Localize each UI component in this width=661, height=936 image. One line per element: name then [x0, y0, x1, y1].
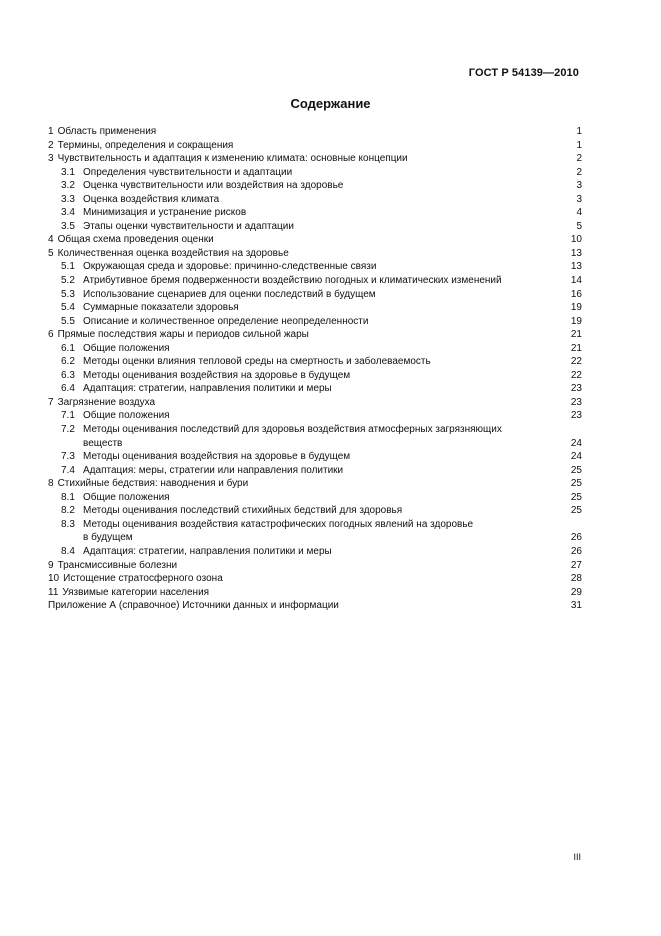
toc-page: 19: [570, 315, 582, 327]
toc-entry[interactable]: [48, 288, 582, 302]
toc-label: Адаптация: стратегии, направления политики и меры: [83, 545, 332, 557]
toc-label: Методы оценивания воздействия на здоровье в будущем: [83, 451, 351, 463]
toc-entry[interactable]: [48, 559, 582, 573]
toc-label: Методы оценивания воздействия на здоровье в будущем: [83, 369, 351, 381]
toc-entry[interactable]: [48, 464, 582, 478]
toc-label-continuation: в будущем: [83, 532, 133, 544]
toc-number: 5.1: [61, 261, 75, 273]
toc-number: 1: [48, 126, 54, 137]
toc-entry[interactable]: [48, 206, 582, 220]
toc-entry[interactable]: [48, 382, 582, 396]
toc-label: Приложение А (справочное) Источники данных и информации: [48, 600, 339, 612]
toc-page: 24: [570, 437, 582, 449]
toc-entry[interactable]: [48, 409, 582, 423]
toc-number: 6.2: [61, 356, 75, 368]
toc-label: Методы оценивания последствий для здоровья воздействия атмосферных загрязняющих: [83, 424, 502, 436]
toc-number: 7.2: [61, 424, 75, 436]
toc-page: 28: [570, 573, 582, 585]
toc-entry[interactable]: [48, 504, 582, 518]
toc-number: 8.3: [61, 518, 75, 530]
toc-page: 26: [570, 532, 582, 544]
toc-page: 2: [576, 166, 582, 178]
toc-page: 25: [570, 505, 582, 517]
toc-entry[interactable]: [48, 477, 582, 491]
toc-entry[interactable]: [48, 315, 582, 329]
toc-page: 3: [576, 180, 582, 192]
toc-label: Уязвимые категории населения: [62, 586, 210, 598]
toc-label: Суммарные показатели здоровья: [83, 302, 239, 314]
toc-entry[interactable]: [48, 491, 582, 505]
toc-page: 26: [570, 545, 582, 557]
toc-number: 11: [48, 586, 59, 598]
toc-entry[interactable]: [48, 166, 582, 180]
toc-page: 1: [576, 139, 582, 151]
toc-label: Описание и количественное определение неопределенности: [83, 315, 369, 327]
toc-page: 25: [570, 464, 582, 476]
toc-page: 25: [570, 491, 582, 503]
toc-number: 3.3: [61, 193, 75, 205]
toc-label: Общие положения: [83, 491, 170, 503]
toc-number: 3.1: [61, 166, 75, 178]
toc-label: Общие положения: [83, 410, 170, 422]
toc-label: Чувствительность и адаптация к изменению климата: основные концепции: [57, 153, 408, 165]
document-code: ГОСТ Р 54139—2010: [468, 67, 579, 79]
toc-number: 7.1: [61, 410, 75, 422]
toc-entry[interactable]: [48, 125, 582, 139]
toc-page: 4: [576, 207, 582, 219]
toc-label: Методы оценивания воздействия катастрофических погодных явлений на здоровье: [83, 518, 474, 530]
toc-page: 1: [576, 126, 582, 137]
toc-label: Область применения: [57, 126, 157, 137]
toc-label: Истощение стратосферного озона: [63, 573, 223, 585]
toc-page: 19: [570, 302, 582, 314]
toc-number: 6: [48, 329, 54, 341]
toc-label: Количественная оценка воздействия на здоровье: [57, 247, 289, 259]
toc-page: 22: [570, 369, 582, 381]
page-title: Содержание: [290, 96, 371, 111]
toc-page: 3: [576, 193, 582, 205]
toc-number: 8.2: [61, 505, 75, 517]
toc-label: Загрязнение воздуха: [57, 396, 156, 408]
toc-entry[interactable]: [48, 450, 582, 464]
toc-label: Этапы оценки чувствительности и адаптации: [83, 220, 294, 232]
toc-page: 10: [570, 234, 582, 246]
toc-page: 2: [576, 153, 582, 165]
toc-entry[interactable]: [48, 572, 582, 586]
toc-entry[interactable]: [48, 274, 582, 288]
toc-number: 5.5: [61, 315, 75, 327]
toc-entry-continuation[interactable]: [48, 531, 582, 545]
toc-entry[interactable]: [48, 179, 582, 193]
toc-entry[interactable]: [48, 220, 582, 234]
toc-number: 5.2: [61, 275, 75, 287]
toc-page: 21: [570, 329, 582, 341]
toc-number: 5.3: [61, 288, 75, 300]
toc-page: 21: [570, 342, 582, 354]
toc-page: 27: [570, 559, 582, 571]
toc-entry[interactable]: [48, 342, 582, 356]
toc-label: Определения чувствительности и адаптации: [83, 166, 293, 178]
toc-label: Атрибутивное бремя подверженности воздействию погодных и климатических изменений: [83, 275, 502, 287]
toc-entry-continuation[interactable]: [48, 437, 582, 451]
toc-label: Общие положения: [83, 342, 170, 354]
toc-number: 3.4: [61, 207, 75, 219]
toc-entry[interactable]: [48, 193, 582, 207]
table-of-contents: [48, 125, 582, 613]
toc-page: 14: [570, 275, 582, 287]
toc-number: 7.3: [61, 451, 75, 463]
toc-entry[interactable]: [48, 247, 582, 261]
toc-entry[interactable]: [48, 545, 582, 559]
toc-number: 6.4: [61, 383, 75, 395]
toc-label: Общая схема проведения оценки: [57, 234, 214, 246]
toc-label-continuation: веществ: [83, 437, 123, 449]
toc-page: 13: [570, 247, 582, 259]
toc-entry[interactable]: [48, 260, 582, 274]
toc-label: Стихийные бедствия: наводнения и бури: [57, 478, 249, 490]
toc-entry[interactable]: [48, 369, 582, 383]
toc-label: Использование сценариев для оценки последствий в будущем: [83, 288, 376, 300]
toc-number: 8.4: [61, 545, 75, 557]
toc-number: 4: [48, 234, 54, 246]
toc-entry[interactable]: [48, 152, 582, 166]
toc-number: 5: [48, 247, 54, 259]
toc-page: 16: [570, 288, 582, 300]
toc-page: 29: [570, 586, 582, 598]
toc-number: 3: [48, 153, 54, 165]
toc-label: Адаптация: меры, стратегии или направления политики: [83, 464, 344, 476]
toc-label: Методы оценивания последствий стихийных бедствий для здоровья: [83, 505, 403, 517]
toc-page: 23: [570, 383, 582, 395]
toc-entry[interactable]: [48, 586, 582, 600]
toc-number: 3.5: [61, 220, 75, 232]
toc-entry[interactable]: [48, 396, 582, 410]
toc-entry[interactable]: [48, 518, 582, 532]
toc-page: 23: [570, 396, 582, 408]
toc-entry[interactable]: [48, 599, 582, 613]
toc-entry[interactable]: [48, 423, 582, 437]
toc-entry[interactable]: [48, 328, 582, 342]
toc-label: Оценка воздействия климата: [83, 193, 220, 205]
toc-number: 9: [48, 559, 54, 571]
toc-page: 25: [570, 478, 582, 490]
toc-entry[interactable]: [48, 139, 582, 153]
toc-number: 3.2: [61, 180, 75, 192]
toc-number: 6.3: [61, 369, 75, 381]
toc-number: 7: [48, 396, 54, 408]
toc-entry[interactable]: [48, 301, 582, 315]
toc-label: Трансмиссивные болезни: [57, 559, 178, 571]
toc-number: 8: [48, 478, 54, 490]
toc-number: 8.1: [61, 491, 75, 503]
toc-label: Минимизация и устранение рисков: [83, 207, 247, 219]
toc-label: Окружающая среда и здоровье: причинно-следственные связи: [83, 261, 377, 273]
toc-entry[interactable]: [48, 233, 582, 247]
toc-page: 22: [570, 356, 582, 368]
toc-number: 5.4: [61, 302, 75, 314]
page-number: III: [573, 852, 581, 862]
toc-page: 23: [570, 410, 582, 422]
toc-label: Оценка чувствительности или воздействия на здоровье: [83, 180, 344, 192]
toc-number: 10: [48, 573, 60, 585]
toc-number: 6.1: [61, 342, 75, 354]
toc-number: 2: [48, 139, 54, 151]
toc-page: 31: [570, 600, 582, 612]
toc-label: Адаптация: стратегии, направления политики и меры: [83, 383, 332, 395]
toc-entry[interactable]: [48, 355, 582, 369]
toc-label: Прямые последствия жары и периодов сильной жары: [57, 329, 309, 341]
toc-page: 13: [570, 261, 582, 273]
toc-number: 7.4: [61, 464, 75, 476]
toc-page: 5: [576, 220, 582, 232]
toc-label: Термины, определения и сокращения: [57, 139, 234, 151]
toc-label: Методы оценки влияния тепловой среды на смертность и заболеваемость: [83, 356, 431, 368]
toc-page: 24: [570, 451, 582, 463]
